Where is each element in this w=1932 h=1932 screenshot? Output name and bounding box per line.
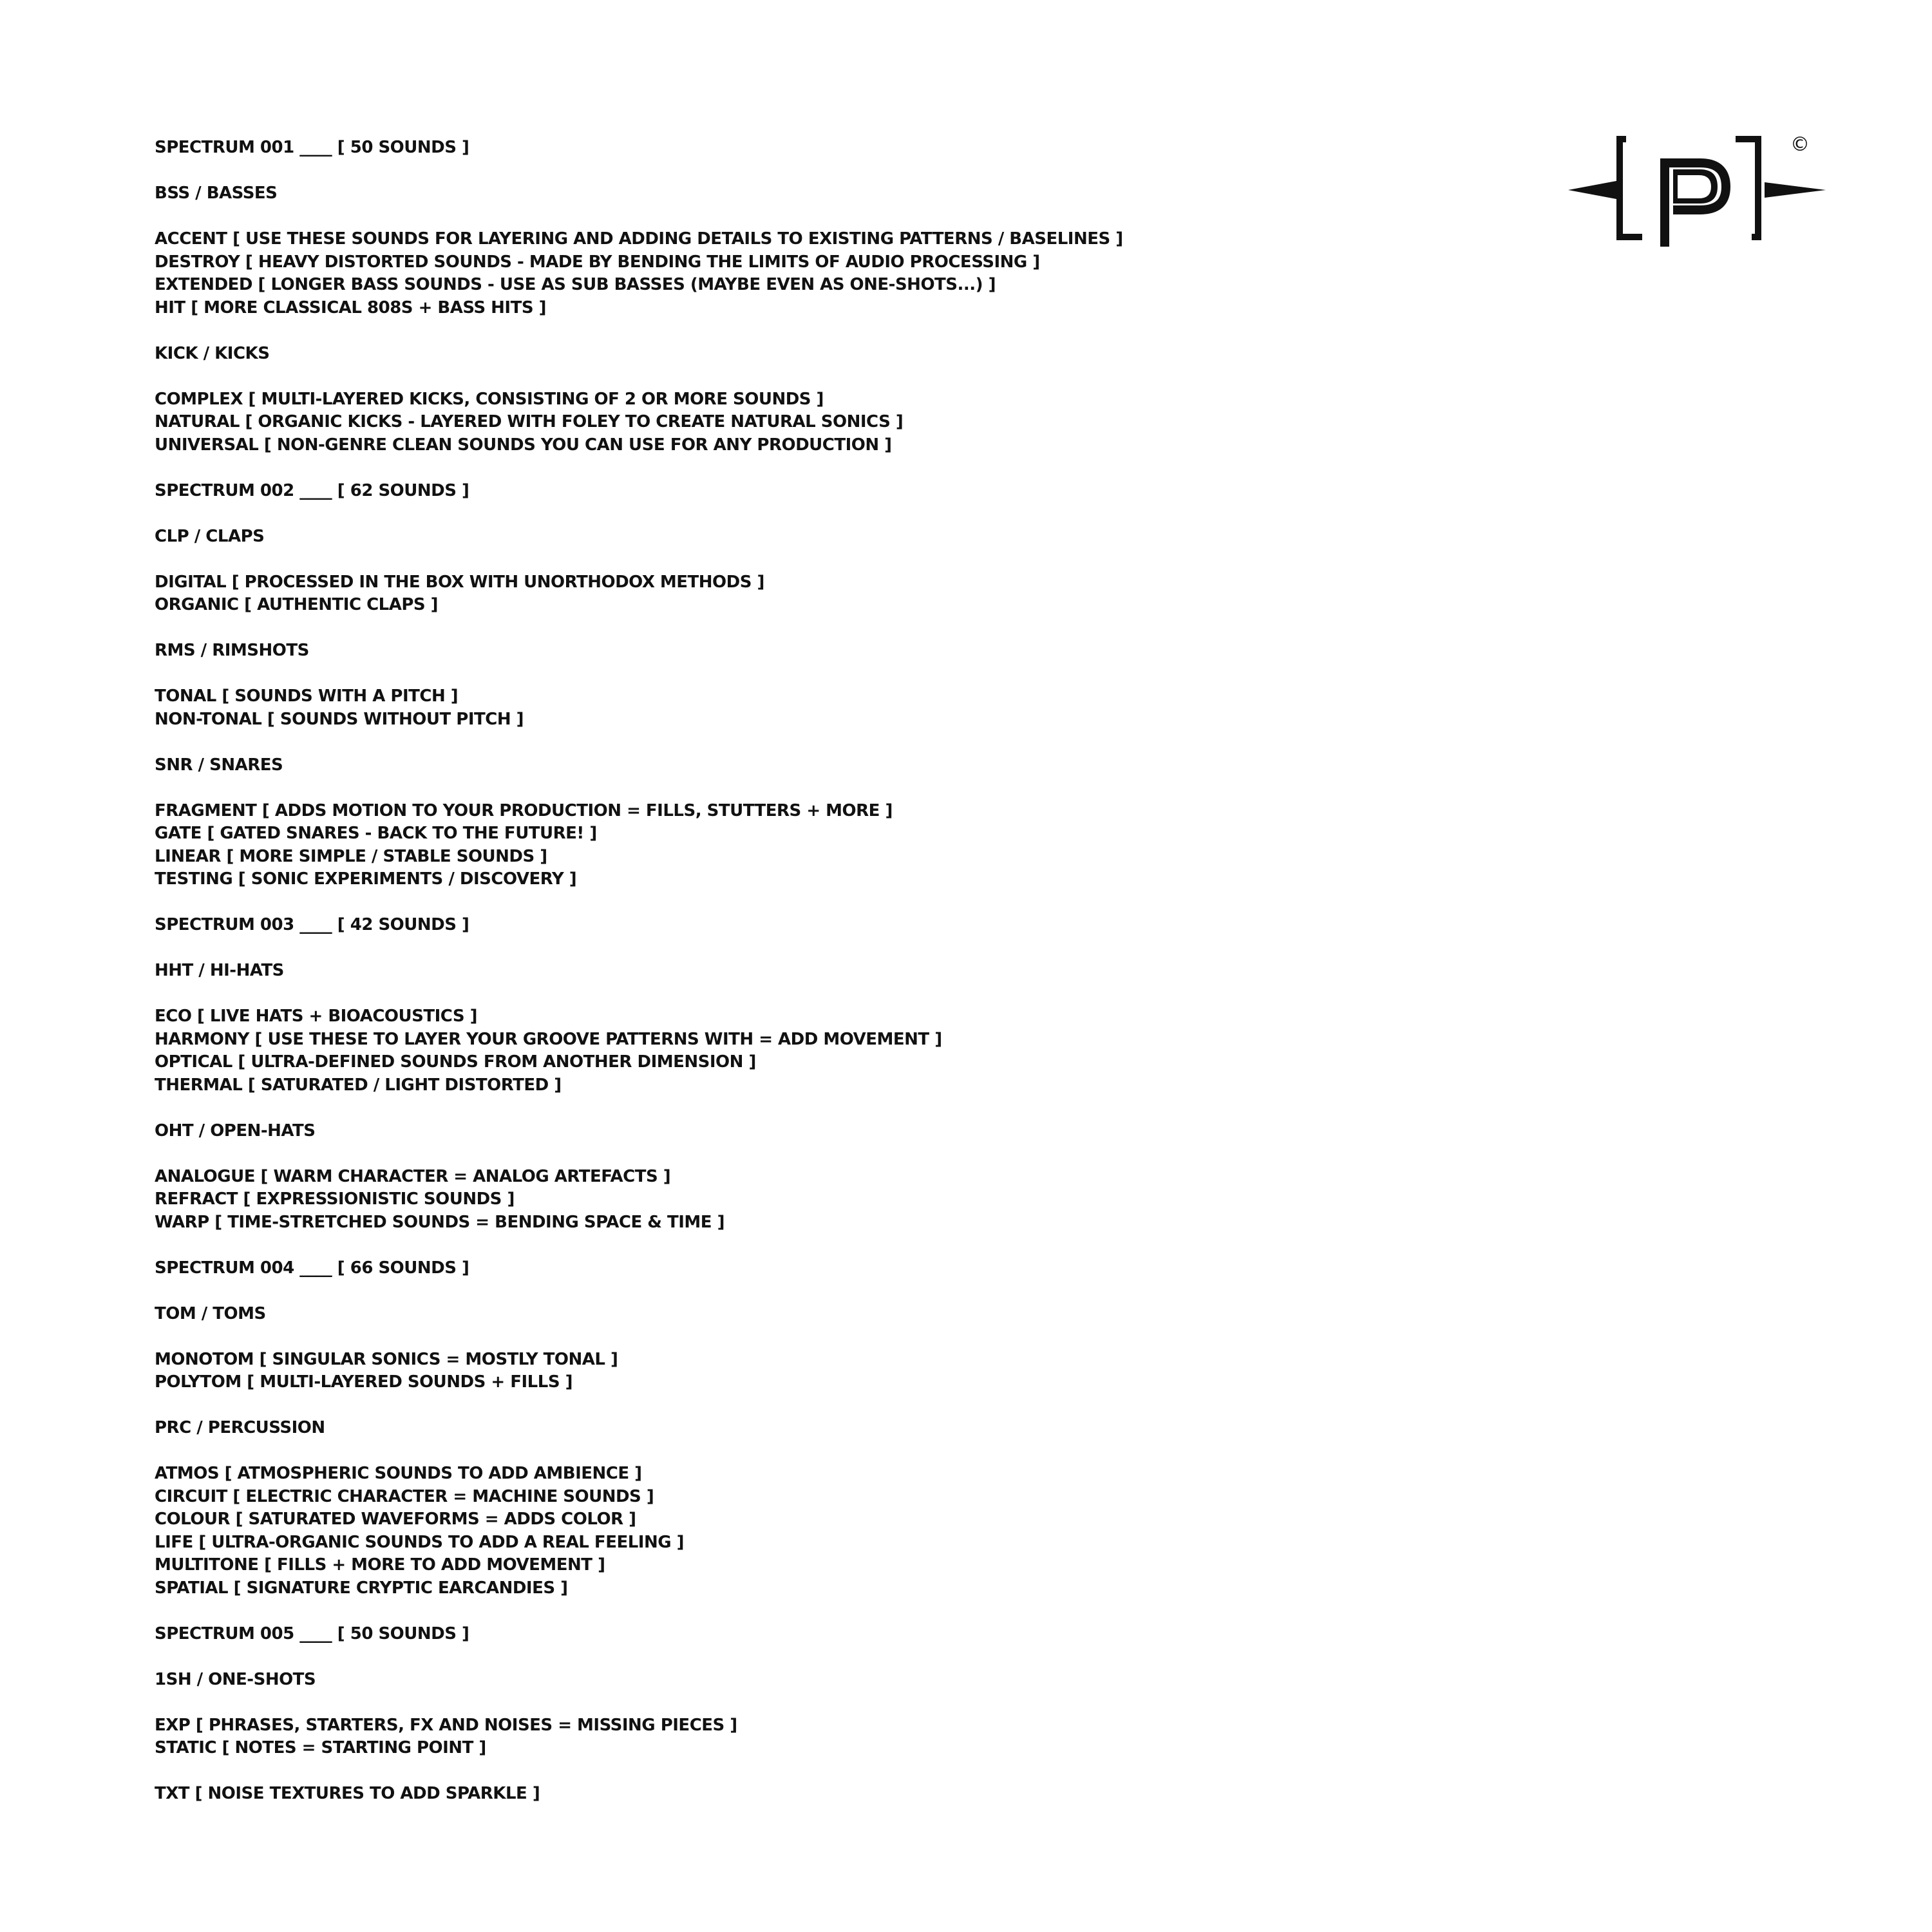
list-item: POLYTOM [ MULTI-LAYERED SOUNDS + FILLS ] (155, 1372, 573, 1392)
list-item: GATE [ GATED SNARES - BACK TO THE FUTURE! ] (155, 824, 597, 843)
blank-line (155, 1142, 1443, 1166)
list-item: ECO [ LIVE HATS + BIOACOUSTICS ] (155, 1007, 477, 1026)
category-heading: HHT / HI-HATS (155, 961, 284, 980)
list-item: NATURAL [ ORGANIC KICKS - LAYERED WITH FOLEY TO CREATE NATURAL SONICS ] (155, 412, 904, 431)
sound-list-document (155, 137, 1443, 1806)
list-item: ACCENT [ USE THESE SOUNDS FOR LAYERING AND ADDING DETAILS TO EXISTING PATTERNS / BASELINES ] (155, 229, 1123, 249)
blank-line (155, 1645, 1443, 1669)
blank-line (155, 1691, 1443, 1714)
blank-line (155, 365, 1443, 388)
left-spike-shape (1568, 180, 1620, 200)
right-spike-shape (1765, 182, 1826, 198)
copyright-mark: © (1790, 134, 1810, 156)
list-item: DIGITAL [ PROCESSED IN THE BOX WITH UNORTHODOX METHODS ] (155, 572, 764, 592)
blank-line (155, 205, 1443, 229)
blank-line (155, 502, 1443, 526)
blank-line (155, 1097, 1443, 1120)
blank-line (155, 548, 1443, 571)
list-item: EXP [ PHRASES, STARTERS, FX AND NOISES = MISSING PIECES ] (155, 1715, 737, 1735)
blank-line (155, 1760, 1443, 1783)
spectrum-heading: SPECTRUM 001 ____ [ 50 SOUNDS ] (155, 138, 469, 157)
list-item: SPATIAL [ SIGNATURE CRYPTIC EARCANDIES ] (155, 1578, 568, 1598)
list-item: REFRACT [ EXPRESSIONISTIC SOUNDS ] (155, 1189, 515, 1209)
blank-line (155, 1325, 1443, 1349)
spectrum-heading: SPECTRUM 005 ____ [ 50 SOUNDS ] (155, 1624, 469, 1643)
blank-line (155, 663, 1443, 686)
category-heading: BSS / BASSES (155, 184, 278, 203)
blank-line (155, 1600, 1443, 1623)
list-item: CIRCUIT [ ELECTRIC CHARACTER = MACHINE SOUNDS ] (155, 1486, 654, 1506)
list-item: LINEAR [ MORE SIMPLE / STABLE SOUNDS ] (155, 846, 547, 866)
list-item: ANALOGUE [ WARM CHARACTER = ANALOG ARTEFACTS ] (155, 1166, 671, 1186)
category-heading: OHT / OPEN-HATS (155, 1121, 316, 1141)
list-item: COMPLEX [ MULTI-LAYERED KICKS, CONSISTING OF 2 OR MORE SOUNDS ] (155, 389, 824, 409)
list-item: TESTING [ SONIC EXPERIMENTS / DISCOVERY ] (155, 869, 577, 889)
list-item: LIFE [ ULTRA-ORGANIC SOUNDS TO ADD A REAL FEELING ] (155, 1532, 684, 1552)
list-item: MULTITONE [ FILLS + MORE TO ADD MOVEMENT ] (155, 1555, 605, 1575)
list-item: MONOTOM [ SINGULAR SONICS = MOSTLY TONAL ] (155, 1349, 618, 1369)
list-item: HARMONY [ USE THESE TO LAYER YOUR GROOVE PATTERNS WITH = ADD MOVEMENT ] (155, 1029, 942, 1049)
blank-line (155, 1234, 1443, 1257)
category-heading: CLP / CLAPS (155, 526, 265, 546)
category-heading: 1SH / ONE-SHOTS (155, 1669, 316, 1689)
list-item: WARP [ TIME-STRETCHED SOUNDS = BENDING SPACE & TIME ] (155, 1212, 724, 1232)
blank-line (155, 983, 1443, 1006)
bracket-p-logo (1568, 134, 1826, 251)
blank-line (155, 1440, 1443, 1463)
list-item: ORGANIC [ AUTHENTIC CLAPS ] (155, 595, 439, 614)
blank-line (155, 1394, 1443, 1417)
spectrum-heading: SPECTRUM 003 ____ [ 42 SOUNDS ] (155, 915, 469, 934)
list-item: HIT [ MORE CLASSICAL 808S + BASS HITS ] (155, 298, 547, 317)
list-item: COLOUR [ SATURATED WAVEFORMS = ADDS COLOR ] (155, 1510, 636, 1529)
list-item: ATMOS [ ATMOSPHERIC SOUNDS TO ADD AMBIENCE ] (155, 1464, 642, 1483)
blank-line (155, 1280, 1443, 1303)
blank-line (155, 457, 1443, 480)
list-item: DESTROY [ HEAVY DISTORTED SOUNDS - MADE BY BENDING THE LIMITS OF AUDIO PROCESSING ] (155, 252, 1040, 272)
left-bracket-shape (1620, 139, 1642, 237)
list-item: OPTICAL [ ULTRA-DEFINED SOUNDS FROM ANOTHER DIMENSION ] (155, 1052, 756, 1072)
list-item: THERMAL [ SATURATED / LIGHT DISTORTED ] (155, 1075, 562, 1095)
blank-line (155, 937, 1443, 960)
category-heading: KICK / KICKS (155, 343, 270, 363)
category-heading: PRC / PERCUSSION (155, 1418, 325, 1437)
spectrum-heading: SPECTRUM 002 ____ [ 62 SOUNDS ] (155, 480, 469, 500)
blank-line (155, 731, 1443, 754)
blank-line (155, 891, 1443, 914)
blank-line (155, 319, 1443, 343)
list-item: TXT [ NOISE TEXTURES TO ADD SPARKLE ] (155, 1784, 540, 1803)
list-item: EXTENDED [ LONGER BASS SOUNDS - USE AS SUB BASSES (MAYBE EVEN AS ONE-SHOTS...) ] (155, 275, 996, 294)
category-heading: SNR / SNARES (155, 755, 283, 775)
blank-line (155, 777, 1443, 800)
spectrum-heading: SPECTRUM 004 ____ [ 66 SOUNDS ] (155, 1258, 469, 1278)
list-item: FRAGMENT [ ADDS MOTION TO YOUR PRODUCTION = FILLS, STUTTERS + MORE ] (155, 800, 893, 820)
list-item: STATIC [ NOTES = STARTING POINT ] (155, 1738, 486, 1757)
list-item: NON-TONAL [ SOUNDS WITHOUT PITCH ] (155, 709, 524, 729)
right-bracket-shape (1736, 139, 1758, 237)
list-item: UNIVERSAL [ NON-GENRE CLEAN SOUNDS YOU CAN USE FOR ANY PRODUCTION ] (155, 435, 892, 455)
category-heading: RMS / RIMSHOTS (155, 641, 309, 660)
blank-line (155, 160, 1443, 183)
category-heading: TOM / TOMS (155, 1303, 266, 1323)
blank-line (155, 617, 1443, 640)
list-item: TONAL [ SOUNDS WITH A PITCH ] (155, 687, 459, 706)
